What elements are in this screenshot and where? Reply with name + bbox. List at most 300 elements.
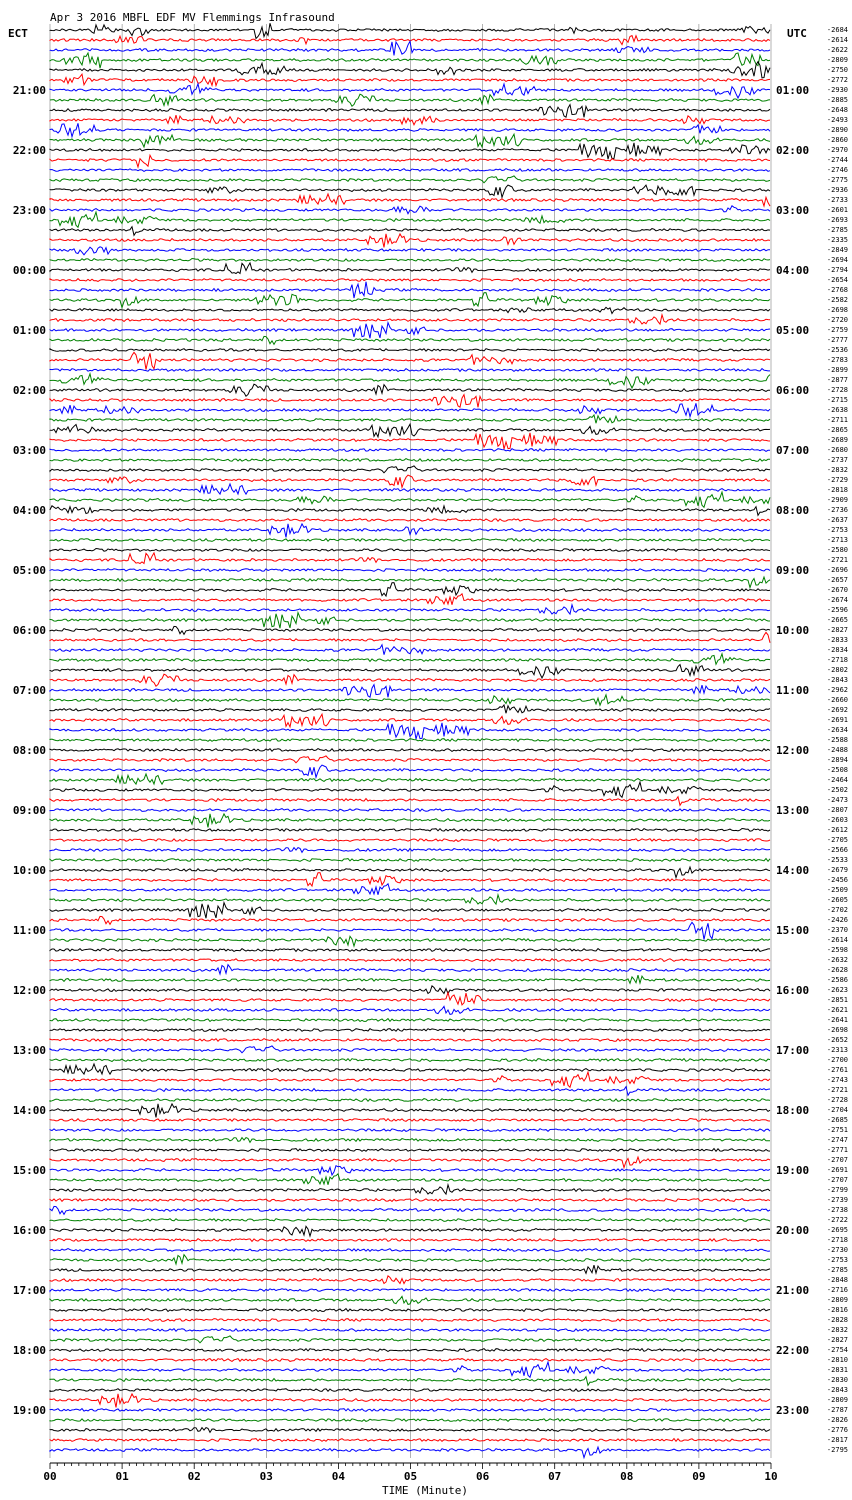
trace-line (50, 1149, 770, 1152)
line-value-label: -2456 (826, 876, 848, 884)
left-time-label: 03:00 (12, 444, 46, 457)
line-value-label: -2828 (826, 1316, 848, 1324)
trace-line (50, 1104, 770, 1118)
line-value-labels (827, 26, 848, 1454)
line-value-label: -2674 (826, 596, 848, 604)
line-value-label: -2738 (826, 1206, 848, 1214)
line-value-label: -2586 (826, 976, 848, 984)
trace-line (50, 949, 770, 952)
trace-line (50, 1039, 770, 1042)
line-value-label: -2809 (826, 1396, 848, 1404)
right-time-label: 22:00 (776, 1344, 810, 1357)
right-time-label: 13:00 (776, 804, 810, 817)
line-value-label: -2509 (826, 886, 848, 894)
line-value-label: -2899 (826, 366, 848, 374)
trace-line (50, 369, 770, 372)
trace-line (50, 519, 770, 522)
x-tick-label: 10 (764, 1470, 778, 1483)
trace-line (50, 23, 770, 38)
trace-line (50, 848, 770, 853)
trace-line (50, 1349, 770, 1352)
line-value-label: -2685 (826, 1116, 848, 1124)
line-value-label: -2768 (826, 286, 848, 294)
trace-line (50, 1276, 770, 1284)
line-value-label: -2739 (826, 1196, 848, 1204)
line-value-label: -2795 (826, 1446, 848, 1454)
line-value-label: -2894 (826, 756, 848, 764)
right-time-label: 17:00 (776, 1044, 810, 1057)
line-value-label: -2502 (826, 786, 848, 794)
left-time-label: 15:00 (12, 1164, 46, 1177)
line-value-label: -2693 (826, 216, 848, 224)
trace-line (50, 524, 770, 538)
x-tick-label: 00 (43, 1470, 57, 1483)
right-time-label: 06:00 (776, 384, 810, 397)
line-value-label: -2843 (826, 676, 848, 684)
line-value-label: -2775 (826, 176, 848, 184)
trace-line (50, 1199, 770, 1202)
line-value-label: -2776 (826, 1426, 848, 1434)
trace-line (50, 169, 770, 172)
trace-line (50, 194, 770, 206)
chart-title: Apr 3 2016 MBFL EDF MV Flemmings Infrasound (50, 11, 335, 24)
right-time-label: 09:00 (776, 564, 810, 577)
line-value-label: -2665 (826, 616, 848, 624)
trace-line (50, 993, 770, 1005)
line-value-label: -2598 (826, 946, 848, 954)
line-value-label: -2680 (826, 446, 848, 454)
line-value-label: -2746 (826, 166, 848, 174)
line-value-label: -2426 (826, 916, 848, 924)
line-value-label: -2728 (826, 1096, 848, 1104)
left-time-label: 13:00 (12, 1044, 46, 1057)
trace-line (50, 123, 770, 136)
trace-line (50, 459, 770, 462)
line-value-label: -2832 (826, 466, 848, 474)
line-value-label: -2694 (826, 256, 848, 264)
line-value-label: -2744 (826, 156, 848, 164)
trace-line (50, 1309, 770, 1312)
trace-line (50, 1219, 770, 1222)
x-tick-label: 07 (548, 1470, 562, 1483)
line-value-label: -2720 (826, 316, 848, 324)
trace-line (50, 1428, 770, 1433)
line-value-label: -2691 (826, 716, 848, 724)
line-value-label: -2707 (826, 1176, 848, 1184)
line-value-label: -2654 (826, 276, 848, 284)
trace-line (50, 797, 770, 806)
line-value-label: -2728 (826, 386, 848, 394)
trace-line (50, 134, 770, 147)
line-value-label: -2700 (826, 1056, 848, 1064)
trace-line (50, 247, 770, 255)
trace-line (50, 859, 770, 862)
trace-line (50, 936, 770, 946)
left-time-labels (13, 84, 46, 1417)
trace-line (50, 774, 770, 784)
line-value-label: -2890 (826, 126, 848, 134)
line-value-label: -2508 (826, 766, 848, 774)
line-value-label: -2648 (826, 106, 848, 114)
right-time-label: 19:00 (776, 1164, 810, 1177)
trace-line (50, 1439, 770, 1442)
line-value-label: -2691 (826, 1166, 848, 1174)
line-value-label: -2754 (826, 1346, 848, 1354)
line-value-label: -2596 (826, 606, 848, 614)
trace-line (50, 1138, 770, 1143)
line-value-label: -2716 (826, 1286, 848, 1294)
left-time-label: 12:00 (12, 984, 46, 997)
left-time-label: 01:00 (12, 324, 46, 337)
line-value-label: -2473 (826, 796, 848, 804)
line-value-label: -2810 (826, 1356, 848, 1364)
x-tick-label: 04 (331, 1470, 346, 1483)
trace-line (50, 674, 770, 686)
trace-line (50, 307, 770, 313)
trace-line (50, 1409, 770, 1412)
trace-line (50, 665, 770, 678)
trace-line (50, 415, 770, 423)
trace-line (50, 143, 770, 159)
trace-line (50, 115, 770, 125)
trace-line (50, 433, 770, 449)
trace-line (50, 234, 770, 248)
line-value-label: -2718 (826, 1236, 848, 1244)
trace-line (50, 263, 770, 274)
trace-line (50, 384, 770, 396)
line-value-label: -2638 (826, 406, 848, 414)
trace-line (50, 1447, 770, 1458)
line-value-label: -2851 (826, 996, 848, 1004)
trace-line (50, 282, 770, 298)
trace-line (50, 1129, 770, 1132)
line-value-label: -2464 (826, 776, 848, 784)
trace-line (50, 1019, 770, 1022)
trace-line (50, 484, 770, 494)
trace-line (50, 705, 770, 713)
trace-line (50, 583, 770, 596)
trace-line (50, 62, 770, 78)
line-value-label: -2493 (826, 116, 848, 124)
line-value-label: -2771 (826, 1146, 848, 1154)
line-value-label: -2826 (826, 1416, 848, 1424)
right-time-labels (776, 84, 809, 1417)
trace-line (50, 895, 770, 904)
line-value-label: -2705 (826, 836, 848, 844)
line-value-label: -2970 (826, 146, 848, 154)
trace-line (50, 1319, 770, 1322)
line-value-label: -2660 (826, 696, 848, 704)
left-time-label: 09:00 (12, 804, 46, 817)
trace-line (50, 336, 770, 344)
trace-line (50, 41, 770, 55)
line-value-label: -2698 (826, 306, 848, 314)
line-value-label: -2605 (826, 896, 848, 904)
trace-lines (50, 23, 770, 1457)
x-tick-label: 06 (475, 1470, 490, 1483)
line-value-label: -2787 (826, 1406, 848, 1414)
line-value-label: -2807 (826, 806, 848, 814)
right-time-label: 04:00 (776, 264, 810, 277)
trace-line (50, 839, 770, 842)
trace-line (50, 1174, 770, 1185)
trace-line (50, 1064, 770, 1074)
line-value-label: -2865 (826, 426, 848, 434)
line-value-label: -2759 (826, 326, 848, 334)
line-value-label: -2335 (826, 236, 848, 244)
trace-line (50, 1099, 770, 1102)
line-value-label: -2313 (826, 1046, 848, 1054)
trace-line (50, 1157, 770, 1168)
line-value-label: -2603 (826, 816, 848, 824)
trace-line (50, 424, 770, 437)
line-value-label: -2721 (826, 556, 848, 564)
line-value-label: -2809 (826, 56, 848, 64)
trace-line (50, 1419, 770, 1422)
trace-line (50, 293, 770, 308)
x-tick-label: 03 (259, 1470, 273, 1483)
line-value-label: -2634 (826, 726, 848, 734)
line-value-label: -2827 (826, 626, 848, 634)
line-value-label: -2849 (826, 246, 848, 254)
trace-line (50, 814, 770, 828)
trace-line (50, 403, 770, 416)
left-timezone-label: ECT (8, 27, 28, 40)
left-time-label: 08:00 (12, 744, 46, 757)
line-value-label: -2753 (826, 526, 848, 534)
right-time-label: 16:00 (776, 984, 810, 997)
trace-line (50, 1059, 770, 1062)
line-value-label: -2533 (826, 856, 848, 864)
right-time-label: 23:00 (776, 1404, 810, 1417)
trace-line (50, 1359, 770, 1362)
left-time-label: 04:00 (12, 504, 46, 517)
trace-line (50, 613, 770, 629)
line-value-label: -2737 (826, 456, 848, 464)
trace-line (50, 1377, 770, 1386)
line-value-label: -2614 (826, 936, 848, 944)
line-value-label: -2777 (826, 336, 848, 344)
trace-line (50, 349, 770, 352)
trace-line (50, 323, 770, 339)
line-value-label: -2930 (826, 86, 848, 94)
trace-line (50, 1255, 770, 1264)
right-time-label: 02:00 (776, 144, 810, 157)
line-value-label: -2614 (826, 36, 848, 44)
right-time-label: 21:00 (776, 1284, 810, 1297)
trace-line (50, 53, 770, 68)
trace-line (50, 94, 770, 106)
line-value-label: -2772 (826, 76, 848, 84)
trace-line (50, 206, 770, 214)
left-time-label: 21:00 (12, 84, 46, 97)
trace-line (50, 975, 770, 983)
line-value-label: -2783 (826, 356, 848, 364)
left-time-label: 14:00 (12, 1104, 46, 1117)
trace-line (50, 227, 770, 236)
line-value-label: -2628 (826, 966, 848, 974)
trace-line (50, 539, 770, 542)
trace-line (50, 212, 770, 227)
line-value-label: -2652 (826, 1036, 848, 1044)
trace-line (50, 685, 770, 698)
trace-line (50, 654, 770, 665)
left-time-label: 05:00 (12, 564, 46, 577)
trace-line (50, 259, 770, 262)
trace-line (50, 1336, 770, 1343)
trace-line (50, 466, 770, 473)
line-value-label: -2909 (826, 496, 848, 504)
line-value-label: -2816 (826, 1306, 848, 1314)
line-value-label: -2702 (826, 906, 848, 914)
line-value-label: -2536 (826, 346, 848, 354)
line-value-label: -2817 (826, 1436, 848, 1444)
line-value-label: -2718 (826, 656, 848, 664)
trace-line (50, 506, 770, 516)
line-value-label: -2832 (826, 1326, 848, 1334)
trace-line (50, 449, 770, 452)
trace-line (50, 594, 770, 605)
trace-line (50, 1185, 770, 1194)
line-value-label: -2794 (826, 266, 848, 274)
trace-line (50, 374, 770, 388)
left-time-label: 19:00 (12, 1404, 46, 1417)
trace-line (50, 1226, 770, 1236)
trace-line (50, 1166, 770, 1175)
trace-line (50, 829, 770, 832)
line-value-label: -2885 (826, 96, 848, 104)
trace-line (50, 105, 770, 118)
line-value-label: -2761 (826, 1066, 848, 1074)
trace-line (50, 492, 770, 507)
trace-line (50, 1329, 770, 1332)
x-tick-label: 01 (115, 1470, 129, 1483)
trace-line (50, 1249, 770, 1252)
line-value-label: -2657 (826, 576, 848, 584)
trace-line (50, 1289, 770, 1292)
right-time-label: 12:00 (776, 744, 810, 757)
line-value-label: -2799 (826, 1186, 848, 1194)
line-value-label: -2670 (826, 586, 848, 594)
line-value-label: -2750 (826, 66, 848, 74)
line-value-label: -2722 (826, 1216, 848, 1224)
right-time-label: 08:00 (776, 504, 810, 517)
line-value-label: -2831 (826, 1366, 848, 1374)
trace-line (50, 553, 770, 564)
line-value-label: -2622 (826, 46, 848, 54)
line-value-label: -2582 (826, 296, 848, 304)
trace-line (50, 605, 770, 614)
trace-line (50, 903, 770, 919)
trace-line (50, 867, 770, 878)
trace-line (50, 645, 770, 655)
trace-line (50, 569, 770, 572)
trace-line (50, 1006, 770, 1014)
line-value-label: -2860 (826, 136, 848, 144)
right-time-label: 14:00 (776, 864, 810, 877)
line-value-label: -2632 (826, 956, 848, 964)
line-value-label: -2713 (826, 536, 848, 544)
trace-line (50, 1206, 770, 1214)
line-value-label: -2621 (826, 1006, 848, 1014)
trace-line (50, 549, 770, 552)
line-value-label: -2580 (826, 546, 848, 554)
line-value-label: -2827 (826, 1336, 848, 1344)
line-value-label: -2848 (826, 1276, 848, 1284)
trace-line (50, 176, 770, 183)
right-time-label: 10:00 (776, 624, 810, 637)
line-value-label: -2843 (826, 1386, 848, 1394)
x-tick-label: 02 (187, 1470, 201, 1483)
line-value-label: -2696 (826, 566, 848, 574)
x-tick-label: 05 (403, 1470, 418, 1483)
trace-line (50, 873, 770, 886)
trace-line (50, 809, 770, 812)
left-time-label: 02:00 (12, 384, 46, 397)
x-tick-label: 08 (620, 1470, 634, 1483)
left-time-label: 00:00 (12, 264, 46, 277)
trace-line (50, 782, 770, 797)
line-value-label: -2637 (826, 516, 848, 524)
right-time-label: 20:00 (776, 1224, 810, 1237)
trace-line (50, 714, 770, 727)
line-value-label: -2695 (826, 1226, 848, 1234)
line-value-label: -2818 (826, 486, 848, 494)
trace-line (50, 723, 770, 739)
line-value-label: -2612 (826, 826, 848, 834)
trace-line (50, 1394, 770, 1408)
trace-line (50, 1046, 770, 1053)
line-value-label: -2785 (826, 226, 848, 234)
line-value-label: -2711 (826, 416, 848, 424)
line-value-label: -2566 (826, 846, 848, 854)
x-tick-label: 09 (692, 1470, 706, 1483)
trace-line (50, 74, 770, 85)
right-time-label: 15:00 (776, 924, 810, 937)
left-time-label: 17:00 (12, 1284, 46, 1297)
line-value-label: -2834 (826, 646, 848, 654)
line-value-label: -2707 (826, 1156, 848, 1164)
line-value-label: -2751 (826, 1126, 848, 1134)
right-time-label: 07:00 (776, 444, 810, 457)
line-value-label: -2641 (826, 1016, 848, 1024)
line-value-label: -2679 (826, 866, 848, 874)
trace-line (50, 279, 770, 282)
right-time-label: 03:00 (776, 204, 810, 217)
line-value-label: -2753 (826, 1256, 848, 1264)
trace-line (50, 739, 770, 742)
trace-line (50, 185, 770, 197)
line-value-label: -2588 (826, 736, 848, 744)
x-axis-label: TIME (Minute) (381, 1484, 469, 1497)
trace-line (50, 1239, 770, 1242)
line-value-label: -2623 (826, 986, 848, 994)
right-time-label: 01:00 (776, 84, 810, 97)
left-time-label: 23:00 (12, 204, 46, 217)
trace-line (50, 695, 770, 705)
left-time-label: 22:00 (12, 144, 46, 157)
line-value-label: -2743 (826, 1076, 848, 1084)
line-value-label: -2689 (826, 436, 848, 444)
trace-line (50, 965, 770, 974)
trace-line (50, 959, 770, 962)
trace-line (50, 1362, 770, 1377)
trace-line (50, 749, 770, 752)
left-time-label: 16:00 (12, 1224, 46, 1237)
trace-line (50, 577, 770, 588)
trace-line (50, 632, 770, 642)
trace-line (50, 155, 770, 167)
